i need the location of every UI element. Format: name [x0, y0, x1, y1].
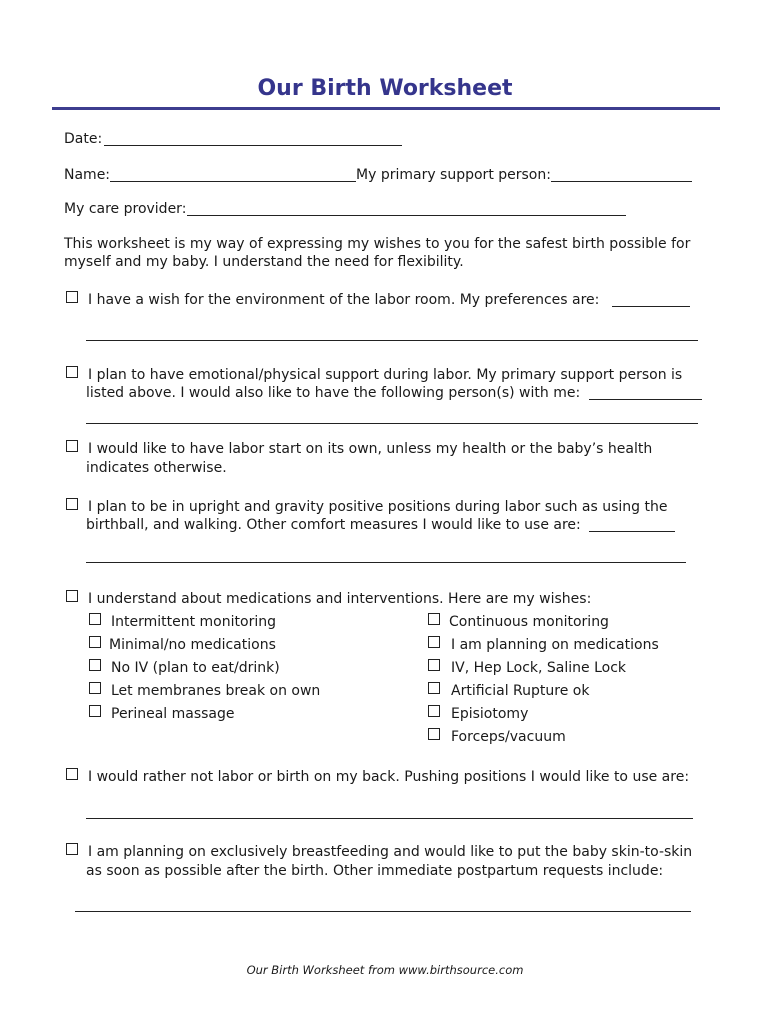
option-iv-hep-lock-checkbox[interactable] [428, 659, 440, 671]
support-person-label: My primary support person: [356, 167, 551, 183]
support-persons-field[interactable] [589, 399, 702, 400]
breastfeeding-text-2: as soon as possible after the birth. Other immediate postpartum requests include: [86, 863, 664, 879]
name-label: Name: [64, 167, 111, 183]
option-intermittent-monitoring-checkbox[interactable] [89, 613, 101, 625]
positions-checkbox[interactable] [66, 498, 78, 510]
name-field[interactable] [110, 181, 356, 182]
pushing-positions-field[interactable] [86, 818, 693, 819]
option-perineal-massage-label: Perineal massage [111, 706, 235, 722]
option-no-iv-label: No IV (plan to eat/drink) [111, 660, 280, 676]
option-continuous-monitoring-checkbox[interactable] [428, 613, 440, 625]
option-minimal-medications-checkbox[interactable] [89, 636, 101, 648]
medications-text: I understand about medications and interventions. Here are my wishes: [88, 591, 592, 607]
option-artificial-rupture-label: Artificial Rupture ok [451, 683, 590, 699]
footer-credit: Our Birth Worksheet from www.birthsource.com [246, 963, 524, 977]
option-forceps-vacuum-checkbox[interactable] [428, 728, 440, 740]
intro-line-1: This worksheet is my way of expressing my wishes to you for the safest birth possible for [64, 236, 691, 252]
option-no-iv-checkbox[interactable] [89, 659, 101, 671]
option-continuous-monitoring-label: Continuous monitoring [449, 614, 609, 630]
environment-checkbox[interactable] [66, 291, 78, 303]
date-label: Date: [64, 131, 103, 147]
option-forceps-vacuum-label: Forceps/vacuum [451, 729, 566, 745]
option-membranes-label: Let membranes break on own [111, 683, 321, 699]
breastfeeding-checkbox[interactable] [66, 843, 78, 855]
back-positions-text: I would rather not labor or birth on my back. Pushing positions I would like to use are: [88, 769, 690, 785]
intro-line-2: myself and my baby. I understand the need for flexibility. [64, 254, 464, 270]
option-artificial-rupture-checkbox[interactable] [428, 682, 440, 694]
environment-field-line-2[interactable] [86, 340, 698, 341]
positions-text-2: birthball, and walking. Other comfort measures I would like to use are: [86, 517, 581, 533]
option-membranes-checkbox[interactable] [89, 682, 101, 694]
labor-start-checkbox[interactable] [66, 440, 78, 452]
environment-text: I have a wish for the environment of the labor room. My preferences are: [88, 292, 600, 308]
support-checkbox[interactable] [66, 366, 78, 378]
labor-start-text-2: indicates otherwise. [86, 460, 227, 476]
support-person-field[interactable] [551, 181, 692, 182]
care-provider-field[interactable] [187, 215, 626, 216]
option-minimal-medications-label: Minimal/no medications [109, 637, 276, 653]
support-persons-field-line-2[interactable] [86, 423, 698, 424]
option-planning-medications-label: I am planning on medications [451, 637, 659, 653]
title-divider [52, 107, 720, 110]
positions-text-1: I plan to be in upright and gravity positive positions during labor such as using the [88, 499, 668, 515]
option-episiotomy-checkbox[interactable] [428, 705, 440, 717]
comfort-measures-field-line-2[interactable] [86, 562, 686, 563]
option-iv-hep-lock-label: IV, Hep Lock, Saline Lock [451, 660, 627, 676]
environment-field[interactable] [612, 306, 690, 307]
page-title: Our Birth Worksheet [257, 76, 513, 101]
date-field[interactable] [104, 145, 402, 146]
labor-start-text-1: I would like to have labor start on its own, unless my health or the baby’s health [88, 441, 653, 457]
support-text-1: I plan to have emotional/physical support during labor. My primary support person is [88, 367, 683, 383]
option-episiotomy-label: Episiotomy [451, 706, 529, 722]
breastfeeding-text-1: I am planning on exclusively breastfeeding and would like to put the baby skin-to-skin [88, 844, 693, 860]
comfort-measures-field[interactable] [589, 531, 675, 532]
support-text-2: listed above. I would also like to have the following person(s) with me: [86, 385, 581, 401]
back-positions-checkbox[interactable] [66, 768, 78, 780]
option-intermittent-monitoring-label: Intermittent monitoring [111, 614, 276, 630]
option-planning-medications-checkbox[interactable] [428, 636, 440, 648]
medications-checkbox[interactable] [66, 590, 78, 602]
postpartum-requests-field[interactable] [75, 911, 691, 912]
care-provider-label: My care provider: [64, 201, 187, 217]
option-perineal-massage-checkbox[interactable] [89, 705, 101, 717]
